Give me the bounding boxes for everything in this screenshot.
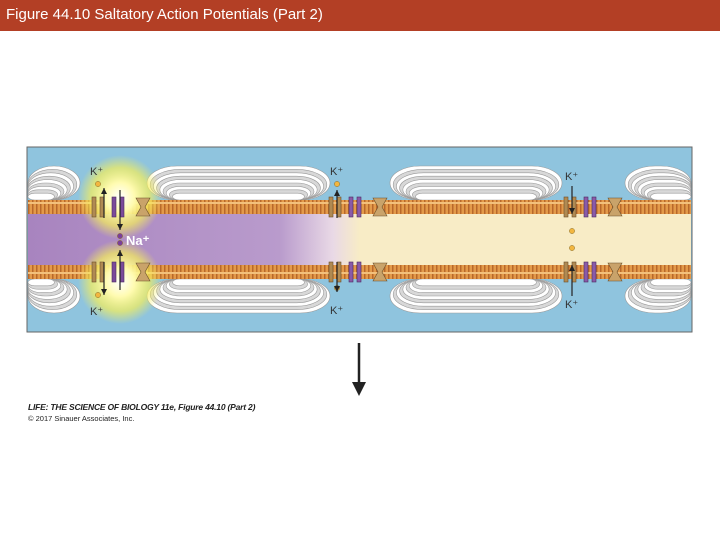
na-channel-wall <box>584 262 588 282</box>
na-ion-dot <box>117 233 122 238</box>
myelin-sheath-top <box>147 166 330 200</box>
k-label-node2-top: K⁺ <box>330 166 344 178</box>
na-channel-wall <box>357 262 361 282</box>
na-channel-wall <box>584 197 588 217</box>
myelin-sheath-top <box>28 166 80 200</box>
propagation-arrow <box>352 343 366 396</box>
k-channel-wall <box>329 197 333 217</box>
k-ion-dot <box>334 181 339 186</box>
k-channel-wall <box>92 262 96 282</box>
figure-credit: LIFE: THE SCIENCE OF BIOLOGY 11e, Figure 44.10 (Part 2) <box>28 402 256 412</box>
k-channel-wall <box>564 197 568 217</box>
myelin-sheath-bottom <box>390 279 562 313</box>
na-channel-wall <box>357 197 361 217</box>
na-label: Na⁺ <box>126 233 150 248</box>
myelin-layer <box>416 193 537 200</box>
na-channel-wall <box>349 197 353 217</box>
k-ion-dot <box>95 292 100 297</box>
k-label-node3-bottom: K⁺ <box>565 299 579 311</box>
k-label-node3-top: K⁺ <box>565 171 579 183</box>
myelin-sheath-top <box>390 166 562 200</box>
k-ion-dot <box>569 245 574 250</box>
myelin-layer <box>651 279 691 286</box>
k-channel-wall <box>92 197 96 217</box>
copyright-notice: © 2017 Sinauer Associates, Inc. <box>28 414 135 423</box>
na-channel-wall <box>112 197 116 217</box>
myelin-sheath-bottom <box>625 279 691 313</box>
myelin-layer <box>651 193 691 200</box>
myelin-layer <box>173 193 305 200</box>
myelin-layer <box>416 279 537 286</box>
k-channel-wall <box>564 262 568 282</box>
myelin-layer <box>28 193 54 200</box>
k-label-node1-bottom: K⁺ <box>90 306 104 318</box>
k-channel-wall <box>329 262 333 282</box>
na-ion-dot <box>117 240 122 245</box>
myelin-sheath-bottom <box>147 279 330 313</box>
na-channel-wall <box>592 197 596 217</box>
na-channel-wall <box>592 262 596 282</box>
k-label-node2-bottom: K⁺ <box>330 305 344 317</box>
na-channel-wall <box>349 262 353 282</box>
k-ion-dot <box>95 181 100 186</box>
myelin-layer <box>173 279 305 286</box>
myelin-sheath-top <box>625 166 691 200</box>
myelin-layer <box>28 279 54 286</box>
k-ion-dot <box>569 228 574 233</box>
na-channel-wall <box>112 262 116 282</box>
slide-title: Figure 44.10 Saltatory Action Potentials (Part 2) <box>6 6 323 23</box>
k-label-node1-top: K⁺ <box>90 166 104 178</box>
myelin-sheath-bottom <box>28 279 80 313</box>
